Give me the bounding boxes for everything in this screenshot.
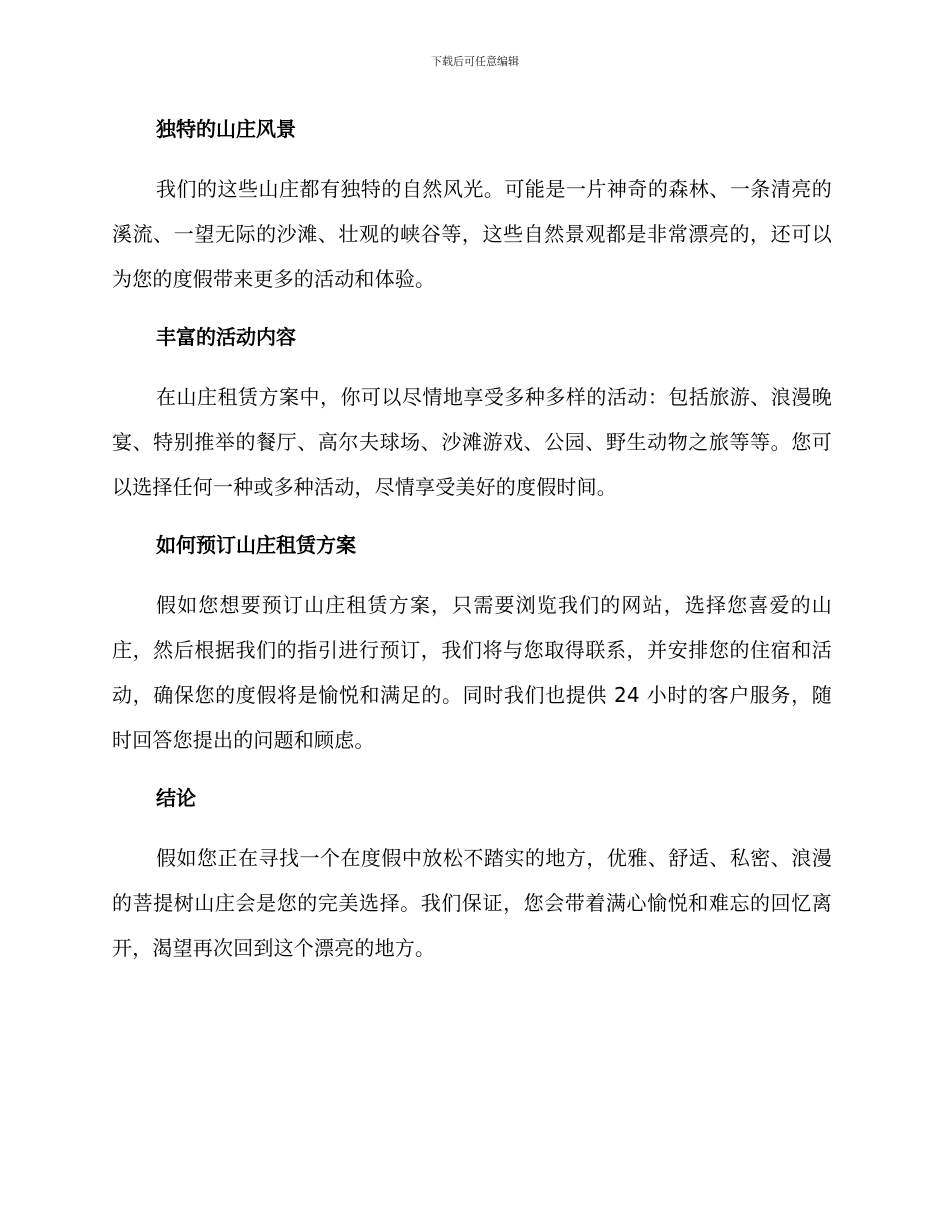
section-heading-conclusion: 结论 (156, 786, 196, 810)
section-paragraph-activities: 在山庄租赁方案中，你可以尽情地享受多种多样的活动：包括旅游、浪漫晚宴、特别推举的餐厅、高尔夫球场、沙滩游戏、公园、野生动物之旅等等。您可以选择任何一种或多种活动，尽情享受美好的度假时间。 (112, 385, 832, 499)
section-heading-activities: 丰富的活动内容 (156, 325, 296, 349)
section-heading-scenery: 独特的山庄风景 (156, 117, 296, 141)
section-heading-booking: 如何预订山庄租赁方案 (156, 533, 356, 557)
section-paragraph-conclusion: 假如您正在寻找一个在度假中放松不踏实的地方，优雅、舒适、私密、浪漫的菩提树山庄会是您的完美选择。我们保证，您会带着满心愉悦和难忘的回忆离开，渴望再次回到这个漂亮的地方。 (112, 846, 832, 960)
header-note: 下载后可任意编辑 (431, 55, 519, 68)
document-body (112, 114, 832, 971)
section-paragraph-scenery: 我们的这些山庄都有独特的自然风光。可能是一片神奇的森林、一条清亮的溪流、一望无际的沙滩、壮观的峡谷等，这些自然景观都是非常漂亮的，还可以为您的度假带来更多的活动和体验。 (112, 177, 832, 291)
section-paragraph-booking: 假如您想要预订山庄租赁方案，只需要浏览我们的网站，选择您喜爱的山庄，然后根据我们的指引进行预订，我们将与您取得联系，并安排您的住宿和活动，确保您的度假将是愉悦和满足的。同时我们也提供 24 小时的客户服务，随时回答您提出的问题和顾虑。 (112, 593, 832, 752)
